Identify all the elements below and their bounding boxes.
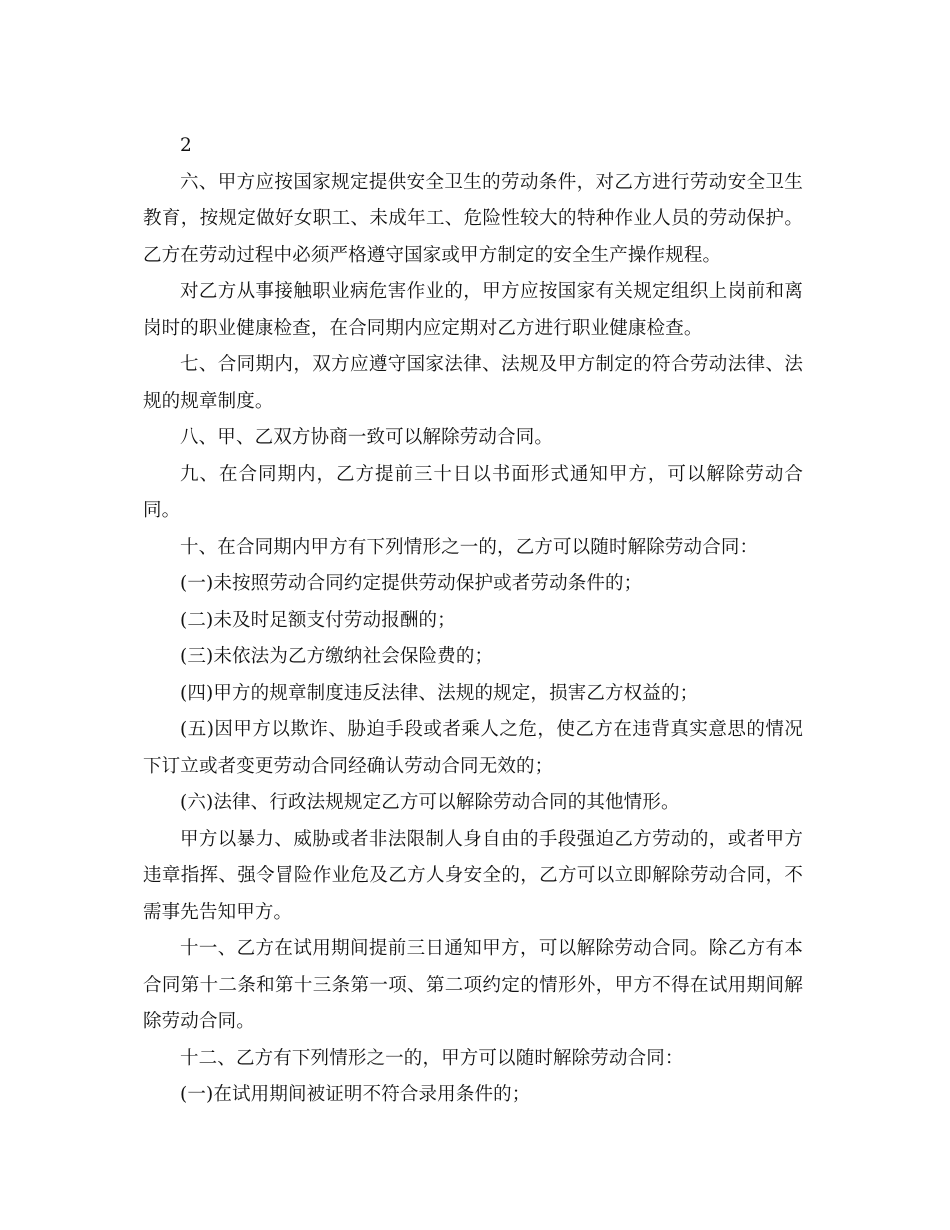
paragraph-article-10: 十、在合同期内甲方有下列情形之一的，乙方可以随时解除劳动合同： <box>180 536 759 558</box>
paragraph-article-9: 九、在合同期内，乙方提前三十日以书面形式通知甲方，可以解除劳动合同。 <box>143 463 803 521</box>
list-item-10-2: (二)未及时足额支付劳动报酬的； <box>180 609 456 631</box>
list-item-10-4: (四)甲方的规章制度违反法律、法规的规定，损害乙方权益的； <box>180 682 699 704</box>
paragraph-immediate-termination: 甲方以暴力、威胁或者非法限制人身自由的手段强迫乙方劳动的，或者甲方违章指挥、强令冒险作业危及乙方人身安全的，乙方可以立即解除劳动合同，不需事先告知甲方。 <box>143 828 803 923</box>
paragraph-article-7: 七、合同期内，双方应遵守国家法律、法规及甲方制定的符合劳动法律、法规的规章制度。 <box>143 354 803 412</box>
paragraph-article-8: 八、甲、乙双方协商一致可以解除劳动合同。 <box>180 427 554 448</box>
list-item-10-5: (五)因甲方以欺诈、胁迫手段或者乘人之危，使乙方在违背真实意思的情况下订立或者变更劳动合同经确认劳动合同无效的； <box>143 719 803 777</box>
paragraph-article-12: 十二、乙方有下列情形之一的，甲方可以随时解除劳动合同： <box>180 1047 684 1069</box>
paragraph-article-6: 六、甲方应按国家规定提供安全卫生的劳动条件，对乙方进行劳动安全卫生教育，按规定做好女职工、未成年工、危险性较大的特种作业人员的劳动保护。乙方在劳动过程中必须严格遵守国家或甲方制定的安全生产操作规程。 <box>143 171 803 266</box>
list-item-10-6: (六)法律、行政法规规定乙方可以解除劳动合同的其他情形。 <box>180 792 680 813</box>
page-number: 2 <box>180 135 192 156</box>
list-item-12-1: (一)在试用期间被证明不符合录用条件的； <box>180 1084 531 1105</box>
document-body <box>143 128 803 1114</box>
paragraph-article-11: 十一、乙方在试用期间提前三日通知甲方，可以解除劳动合同。除乙方有本合同第十二条和第十三条第一项、第二项约定的情形外，甲方不得在试用期间解除劳动合同。 <box>143 938 803 1032</box>
list-item-10-1: (一)未按照劳动合同约定提供劳动保护或者劳动条件的； <box>180 573 643 594</box>
list-item-10-3: (三)未依法为乙方缴纳社会保险费的； <box>180 646 494 667</box>
paragraph-occupational-health: 对乙方从事接触职业病危害作业的，甲方应按国家有关规定组织上岗前和离岗时的职业健康检查，在合同期内应定期对乙方进行职业健康检查。 <box>143 281 803 339</box>
